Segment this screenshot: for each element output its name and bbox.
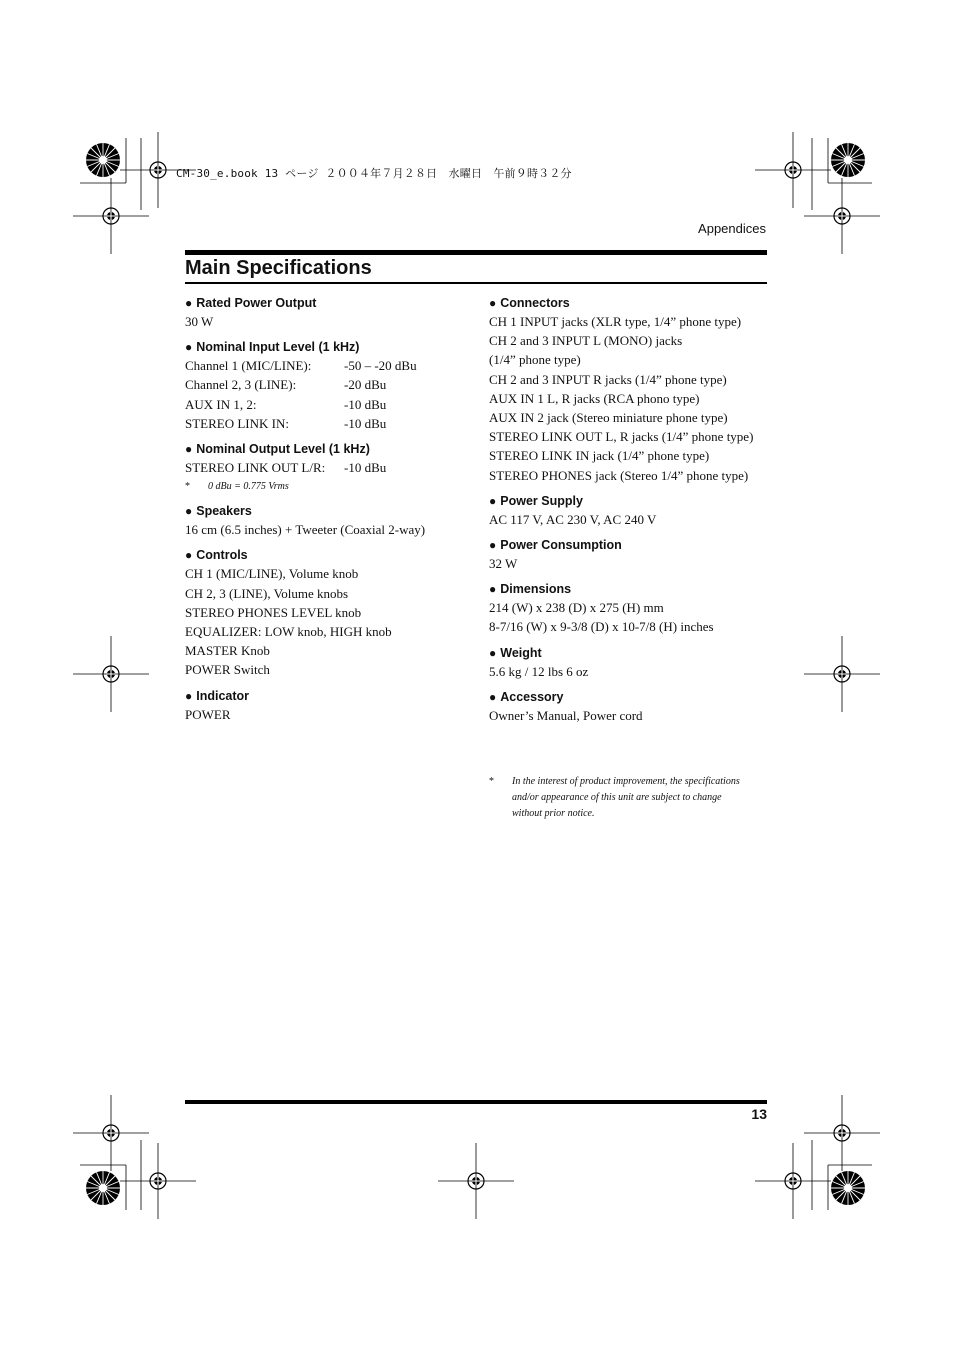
spec-row — [185, 458, 475, 477]
spec-speakers — [185, 502, 475, 539]
spec-heading: Indicator — [196, 688, 250, 703]
bullet-icon: ● — [489, 493, 497, 508]
spec-power-consumption — [489, 536, 779, 573]
spec-rated-power-output — [185, 294, 475, 331]
spec-weight — [489, 644, 779, 681]
spec-value: 5.6 kg / 12 lbs 6 oz — [489, 663, 589, 679]
bullet-icon: ● — [489, 645, 497, 660]
spec-heading: Power Consumption — [500, 538, 622, 553]
footnote-mark: * — [489, 776, 494, 787]
page-title: Main Specifications — [185, 257, 372, 279]
spec-value: STEREO PHONES jack (Stereo 1/4” phone type) — [489, 467, 749, 483]
spec-controls — [185, 546, 475, 679]
spec-value: POWER — [185, 706, 231, 722]
spec-row-label: Channel 1 (MIC/LINE): — [185, 358, 312, 374]
spec-row-value: -10 dBu — [344, 396, 387, 412]
spec-value: (1/4” phone type) — [489, 352, 581, 368]
spec-heading: Accessory — [500, 689, 564, 704]
spec-row — [185, 375, 475, 394]
print-slug: CM-30_e.book 13 ページ ２００４年７月２８日 水曜日 午前９時３２分 — [176, 167, 572, 180]
spec-row-value: -10 dBu — [344, 415, 387, 431]
title-rule — [185, 282, 767, 284]
page-number: 13 — [751, 1106, 767, 1122]
spec-value: CH 2, 3 (LINE), Volume knobs — [185, 585, 349, 601]
spec-accessory — [489, 688, 779, 725]
left-column — [185, 294, 475, 731]
spec-nominal-output-level — [185, 440, 475, 495]
spec-value: AC 117 V, AC 230 V, AC 240 V — [489, 511, 657, 527]
spec-heading: Rated Power Output — [196, 296, 317, 310]
footnote-mark: * — [185, 481, 190, 493]
spec-value: 30 W — [185, 314, 214, 329]
spec-heading: Nominal Input Level (1 kHz) — [196, 340, 360, 355]
spec-value: STEREO LINK OUT L, R jacks (1/4” phone type) — [489, 429, 754, 445]
spec-value: CH 2 and 3 INPUT L (MONO) jacks — [489, 333, 683, 349]
spec-value: Owner’s Manual, Power cord — [489, 707, 643, 723]
spec-value: 214 (W) x 238 (D) x 275 (H) mm — [489, 600, 664, 616]
spec-value: STEREO LINK IN jack (1/4” phone type) — [489, 448, 710, 464]
spec-heading: Speakers — [196, 504, 252, 519]
bullet-icon: ● — [185, 548, 193, 563]
spec-footnote — [185, 479, 475, 495]
bullet-icon: ● — [185, 688, 193, 703]
disclaimer-line: In the interest of product improvement, the specifications — [512, 776, 740, 787]
bullet-icon: ● — [185, 340, 193, 355]
spec-value: 16 cm (6.5 inches) + Tweeter (Coaxial 2-way) — [185, 522, 426, 538]
footnote-text: 0 dBu = 0.775 Vrms — [208, 481, 289, 493]
spec-row — [185, 356, 475, 375]
spec-value: 32 W — [489, 556, 518, 572]
spec-heading: Dimensions — [500, 582, 572, 597]
spec-row-value: -20 dBu — [344, 377, 387, 393]
disclaimer-note — [489, 774, 779, 822]
disclaimer-line: and/or appearance of this unit are subject to change — [512, 792, 722, 803]
spec-heading: Weight — [500, 645, 542, 660]
bullet-icon: ● — [489, 582, 497, 597]
spec-row-label: Channel 2, 3 (LINE): — [185, 377, 297, 393]
spec-power-supply — [489, 492, 779, 529]
spec-dimensions — [489, 580, 779, 636]
spec-value: CH 1 (MIC/LINE), Volume knob — [185, 566, 359, 582]
spec-value: 8-7/16 (W) x 9-3/8 (D) x 10-7/8 (H) inches — [489, 619, 714, 635]
spec-value: POWER Switch — [185, 662, 270, 678]
spec-value: EQUALIZER: LOW knob, HIGH knob — [185, 624, 392, 640]
spec-row — [185, 414, 475, 433]
spec-row-label: STEREO LINK OUT L/R: — [185, 460, 326, 476]
spec-value: STEREO PHONES LEVEL knob — [185, 604, 362, 620]
spec-value: AUX IN 2 jack (Stereo miniature phone type) — [489, 410, 728, 426]
spec-connectors — [489, 294, 779, 485]
disclaimer-line: without prior notice. — [512, 808, 595, 819]
spec-indicator — [185, 687, 475, 724]
spec-row-value: -50 – -20 dBu — [344, 358, 417, 374]
section-header: Appendices — [698, 221, 766, 236]
spec-value: CH 2 and 3 INPUT R jacks (1/4” phone type) — [489, 371, 727, 387]
spec-row-label: AUX IN 1, 2: — [185, 396, 257, 412]
spec-heading: Power Supply — [500, 493, 583, 508]
bullet-icon: ● — [185, 442, 193, 457]
bullet-icon: ● — [489, 296, 497, 310]
spec-row — [185, 395, 475, 414]
spec-heading: Connectors — [500, 296, 570, 310]
spec-value: AUX IN 1 L, R jacks (RCA phono type) — [489, 390, 700, 406]
bullet-icon: ● — [185, 296, 193, 310]
bullet-icon: ● — [185, 504, 193, 519]
spec-row-label: STEREO LINK IN: — [185, 415, 289, 431]
spec-value: MASTER Knob — [185, 643, 270, 659]
right-column — [489, 294, 779, 732]
footer-rule — [185, 1100, 767, 1104]
spec-heading: Nominal Output Level (1 kHz) — [196, 442, 370, 457]
spec-value: CH 1 INPUT jacks (XLR type, 1/4” phone type) — [489, 314, 742, 329]
spec-nominal-input-level — [185, 338, 475, 433]
spec-heading: Controls — [196, 548, 248, 563]
bullet-icon: ● — [489, 689, 497, 704]
bullet-icon: ● — [489, 538, 497, 553]
spec-row-value: -10 dBu — [344, 460, 387, 476]
